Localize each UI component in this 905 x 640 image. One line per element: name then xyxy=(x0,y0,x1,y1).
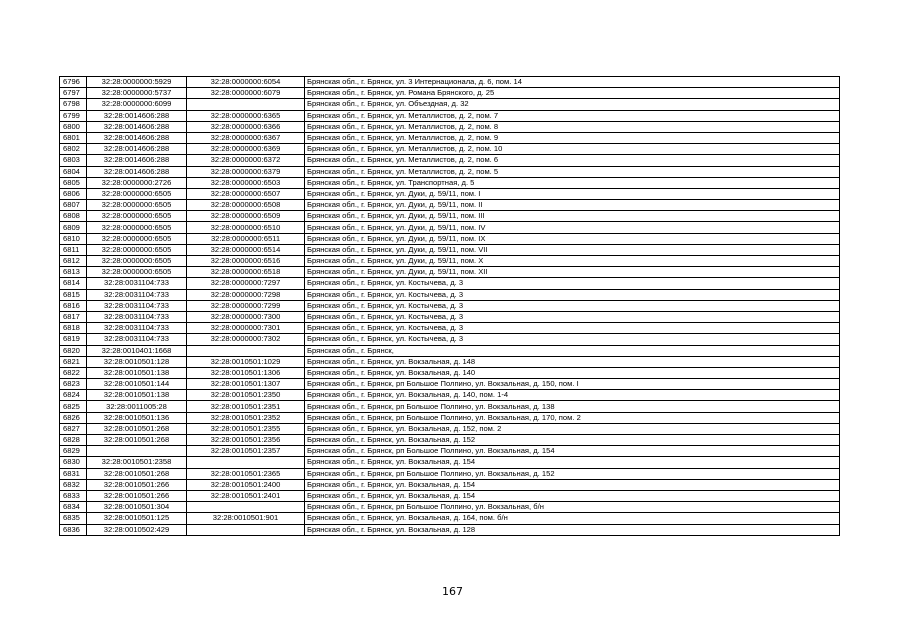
address-cell: Брянская обл., г. Брянск, ул. Романа Брянского, д. 25 xyxy=(305,88,840,99)
object-cadastral-number-cell: 32:28:0000000:6379 xyxy=(187,166,305,177)
address-cell: Брянская обл., г. Брянск, ул. Транспортная, д. 5 xyxy=(305,177,840,188)
table-row xyxy=(60,188,840,199)
row-number-cell: 6804 xyxy=(60,166,87,177)
cadastral-number-cell: 32:28:0000000:2726 xyxy=(87,177,187,188)
address-cell: Брянская обл., г. Брянск, рп Большое Полпино, ул. Вокзальная, д. 150, пом. I xyxy=(305,379,840,390)
cadastral-number-cell: 32:28:0000000:5929 xyxy=(87,77,187,88)
object-cadastral-number-cell: 32:28:0000000:6507 xyxy=(187,188,305,199)
table-row xyxy=(60,502,840,513)
row-number-cell: 6798 xyxy=(60,99,87,110)
cadastral-number-cell: 32:28:0010501:138 xyxy=(87,390,187,401)
cadastral-number-cell: 32:28:0000000:6505 xyxy=(87,233,187,244)
object-cadastral-number-cell: 32:28:0000000:6367 xyxy=(187,132,305,143)
object-cadastral-number-cell: 32:28:0000000:6509 xyxy=(187,211,305,222)
table-row xyxy=(60,356,840,367)
cadastral-number-cell: 32:28:0000000:6505 xyxy=(87,267,187,278)
address-cell: Брянская обл., г. Брянск, ул. Дуки, д. 59/11, пом. III xyxy=(305,211,840,222)
row-number-cell: 6818 xyxy=(60,323,87,334)
cadastral-number-cell: 32:28:0010501:304 xyxy=(87,502,187,513)
object-cadastral-number-cell: 32:28:0000000:6508 xyxy=(187,200,305,211)
address-cell: Брянская обл., г. Брянск, рп Большое Полпино, ул. Вокзальная, д. 152 xyxy=(305,468,840,479)
address-cell: Брянская обл., г. Брянск, xyxy=(305,345,840,356)
cadastral-number-cell: 32:28:0031104:733 xyxy=(87,278,187,289)
table-row xyxy=(60,423,840,434)
cadastral-number-cell: 32:28:0010501:268 xyxy=(87,423,187,434)
cadastral-number-cell: 32:28:0014606:288 xyxy=(87,132,187,143)
table-row xyxy=(60,311,840,322)
address-cell: Брянская обл., г. Брянск, рп Большое Полпино, ул. Вокзальная, д. 138 xyxy=(305,401,840,412)
row-number-cell: 6801 xyxy=(60,132,87,143)
object-cadastral-number-cell: 32:28:0010501:2357 xyxy=(187,446,305,457)
row-number-cell: 6828 xyxy=(60,435,87,446)
row-number-cell: 6796 xyxy=(60,77,87,88)
row-number-cell: 6826 xyxy=(60,412,87,423)
object-cadastral-number-cell xyxy=(187,457,305,468)
table-row xyxy=(60,300,840,311)
table-row xyxy=(60,379,840,390)
cadastral-number-cell: 32:28:0010501:268 xyxy=(87,468,187,479)
object-cadastral-number-cell: 32:28:0010501:2355 xyxy=(187,423,305,434)
cadastral-number-cell: 32:28:0031104:733 xyxy=(87,311,187,322)
row-number-cell: 6834 xyxy=(60,502,87,513)
address-cell: Брянская обл., г. Брянск, ул. Костычева, д. 3 xyxy=(305,289,840,300)
table-row xyxy=(60,233,840,244)
object-cadastral-number-cell: 32:28:0000000:6365 xyxy=(187,110,305,121)
row-number-cell: 6835 xyxy=(60,513,87,524)
row-number-cell: 6811 xyxy=(60,244,87,255)
object-cadastral-number-cell: 32:28:0010501:2401 xyxy=(187,490,305,501)
cadastral-number-cell: 32:28:0031104:733 xyxy=(87,289,187,300)
table-row xyxy=(60,323,840,334)
cadastral-number-cell: 32:28:0000000:6505 xyxy=(87,244,187,255)
cadastral-number-cell: 32:28:0031104:733 xyxy=(87,323,187,334)
row-number-cell: 6803 xyxy=(60,155,87,166)
address-cell: Брянская обл., г. Брянск, ул. Металлистов, д. 2, пом. 5 xyxy=(305,166,840,177)
row-number-cell: 6800 xyxy=(60,121,87,132)
row-number-cell: 6821 xyxy=(60,356,87,367)
table-row xyxy=(60,222,840,233)
row-number-cell: 6829 xyxy=(60,446,87,457)
cadastral-number-cell: 32:28:0000000:6505 xyxy=(87,211,187,222)
object-cadastral-number-cell: 32:28:0010501:2351 xyxy=(187,401,305,412)
row-number-cell: 6813 xyxy=(60,267,87,278)
table-row xyxy=(60,457,840,468)
address-cell: Брянская обл., г. Брянск, ул. Дуки, д. 59/11, пом. XII xyxy=(305,267,840,278)
row-number-cell: 6797 xyxy=(60,88,87,99)
table-row xyxy=(60,446,840,457)
cadastral-number-cell: 32:28:0010501:266 xyxy=(87,490,187,501)
object-cadastral-number-cell: 32:28:0010501:2365 xyxy=(187,468,305,479)
address-cell: Брянская обл., г. Брянск, рп Большое Полпино, ул. Вокзальная, д. 154 xyxy=(305,446,840,457)
row-number-cell: 6810 xyxy=(60,233,87,244)
object-cadastral-number-cell xyxy=(187,345,305,356)
table-row xyxy=(60,468,840,479)
cadastral-number-cell: 32:28:0014606:288 xyxy=(87,121,187,132)
address-cell: Брянская обл., г. Брянск, ул. Металлистов, д. 2, пом. 9 xyxy=(305,132,840,143)
cadastral-number-cell: 32:28:0010501:144 xyxy=(87,379,187,390)
row-number-cell: 6825 xyxy=(60,401,87,412)
cadastral-number-cell: 32:28:0014606:288 xyxy=(87,110,187,121)
address-cell: Брянская обл., г. Брянск, ул. Дуки, д. 59/11, пом. IX xyxy=(305,233,840,244)
object-cadastral-number-cell: 32:28:0010501:901 xyxy=(187,513,305,524)
address-cell: Брянская обл., г. Брянск, ул. Вокзальная, д. 128 xyxy=(305,524,840,535)
table-row xyxy=(60,401,840,412)
address-cell: Брянская обл., г. Брянск, ул. Костычева, д. 3 xyxy=(305,311,840,322)
table-row xyxy=(60,121,840,132)
table-row xyxy=(60,479,840,490)
address-cell: Брянская обл., г. Брянск, ул. Дуки, д. 59/11, пом. I xyxy=(305,188,840,199)
table-row xyxy=(60,289,840,300)
cadastral-number-cell: 32:28:0010401:1668 xyxy=(87,345,187,356)
row-number-cell: 6832 xyxy=(60,479,87,490)
cadastral-number-cell: 32:28:0010501:2358 xyxy=(87,457,187,468)
cadastral-number-cell: 32:28:0010501:266 xyxy=(87,479,187,490)
table-row xyxy=(60,132,840,143)
table-row xyxy=(60,267,840,278)
table-row xyxy=(60,166,840,177)
registry-table-body xyxy=(60,77,840,536)
cadastral-number-cell: 32:28:0000000:6505 xyxy=(87,222,187,233)
address-cell: Брянская обл., г. Брянск, ул. Металлистов, д. 2, пом. 7 xyxy=(305,110,840,121)
object-cadastral-number-cell: 32:28:0000000:7300 xyxy=(187,311,305,322)
table-row xyxy=(60,77,840,88)
cadastral-number-cell: 32:28:0000000:5737 xyxy=(87,88,187,99)
table-row xyxy=(60,435,840,446)
address-cell: Брянская обл., г. Брянск, ул. Вокзальная, д. 148 xyxy=(305,356,840,367)
address-cell: Брянская обл., г. Брянск, ул. Вокзальная, д. 152, пом. 2 xyxy=(305,423,840,434)
address-cell: Брянская обл., г. Брянск, ул. Дуки, д. 59/11, пом. X xyxy=(305,256,840,267)
object-cadastral-number-cell: 32:28:0000000:7297 xyxy=(187,278,305,289)
table-row xyxy=(60,367,840,378)
row-number-cell: 6827 xyxy=(60,423,87,434)
row-number-cell: 6812 xyxy=(60,256,87,267)
row-number-cell: 6802 xyxy=(60,144,87,155)
registry-table xyxy=(59,76,840,536)
object-cadastral-number-cell: 32:28:0010501:1307 xyxy=(187,379,305,390)
object-cadastral-number-cell: 32:28:0000000:6516 xyxy=(187,256,305,267)
table-row xyxy=(60,278,840,289)
row-number-cell: 6830 xyxy=(60,457,87,468)
address-cell: Брянская обл., г. Брянск, ул. Вокзальная, д. 154 xyxy=(305,490,840,501)
cadastral-number-cell: 32:28:0014606:288 xyxy=(87,166,187,177)
cadastral-number-cell: 32:28:0010501:136 xyxy=(87,412,187,423)
row-number-cell: 6799 xyxy=(60,110,87,121)
object-cadastral-number-cell: 32:28:0010501:2356 xyxy=(187,435,305,446)
cadastral-number-cell: 32:28:0014606:288 xyxy=(87,144,187,155)
address-cell: Брянская обл., г. Брянск, ул. Вокзальная, д. 154 xyxy=(305,479,840,490)
table-row xyxy=(60,144,840,155)
cadastral-number-cell: 32:28:0014606:288 xyxy=(87,155,187,166)
table-row xyxy=(60,334,840,345)
cadastral-number-cell xyxy=(87,446,187,457)
cadastral-number-cell: 32:28:0000000:6505 xyxy=(87,188,187,199)
table-row xyxy=(60,524,840,535)
object-cadastral-number-cell: 32:28:0000000:6054 xyxy=(187,77,305,88)
cadastral-number-cell: 32:28:0010502:429 xyxy=(87,524,187,535)
row-number-cell: 6814 xyxy=(60,278,87,289)
row-number-cell: 6819 xyxy=(60,334,87,345)
address-cell: Брянская обл., г. Брянск, ул. Дуки, д. 59/11, пом. IV xyxy=(305,222,840,233)
object-cadastral-number-cell: 32:28:0000000:6503 xyxy=(187,177,305,188)
address-cell: Брянская обл., г. Брянск, ул. Металлистов, д. 2, пом. 6 xyxy=(305,155,840,166)
table-row xyxy=(60,390,840,401)
address-cell: Брянская обл., г. Брянск, ул. Дуки, д. 59/11, пом. II xyxy=(305,200,840,211)
cadastral-number-cell: 32:28:0000000:6099 xyxy=(87,99,187,110)
table-row xyxy=(60,490,840,501)
table-row xyxy=(60,88,840,99)
address-cell: Брянская обл., г. Брянск, ул. Вокзальная, д. 140, пом. 1-4 xyxy=(305,390,840,401)
object-cadastral-number-cell: 32:28:0010501:2352 xyxy=(187,412,305,423)
object-cadastral-number-cell: 32:28:0000000:6514 xyxy=(187,244,305,255)
cadastral-number-cell: 32:28:0000000:6505 xyxy=(87,256,187,267)
address-cell: Брянская обл., г. Брянск, ул. Костычева, д. 3 xyxy=(305,300,840,311)
object-cadastral-number-cell: 32:28:0000000:6372 xyxy=(187,155,305,166)
table-row xyxy=(60,110,840,121)
cadastral-number-cell: 32:28:0031104:733 xyxy=(87,300,187,311)
object-cadastral-number-cell: 32:28:0010501:1306 xyxy=(187,367,305,378)
row-number-cell: 6823 xyxy=(60,379,87,390)
row-number-cell: 6815 xyxy=(60,289,87,300)
table-row xyxy=(60,200,840,211)
row-number-cell: 6820 xyxy=(60,345,87,356)
object-cadastral-number-cell: 32:28:0000000:7298 xyxy=(187,289,305,300)
cadastral-number-cell: 32:28:0010501:125 xyxy=(87,513,187,524)
table-row xyxy=(60,177,840,188)
row-number-cell: 6831 xyxy=(60,468,87,479)
row-number-cell: 6833 xyxy=(60,490,87,501)
address-cell: Брянская обл., г. Брянск, ул. Костычева, д. 3 xyxy=(305,334,840,345)
row-number-cell: 6836 xyxy=(60,524,87,535)
address-cell: Брянская обл., г. Брянск, рп Большое Полпино, ул. Вокзальная, д. 170, пом. 2 xyxy=(305,412,840,423)
address-cell: Брянская обл., г. Брянск, ул. Костычева, д. 3 xyxy=(305,323,840,334)
object-cadastral-number-cell: 32:28:0000000:6369 xyxy=(187,144,305,155)
address-cell: Брянская обл., г. Брянск, ул. Вокзальная, д. 152 xyxy=(305,435,840,446)
row-number-cell: 6824 xyxy=(60,390,87,401)
object-cadastral-number-cell: 32:28:0000000:6511 xyxy=(187,233,305,244)
object-cadastral-number-cell: 32:28:0000000:6518 xyxy=(187,267,305,278)
cadastral-number-cell: 32:28:0010501:128 xyxy=(87,356,187,367)
table-row xyxy=(60,513,840,524)
object-cadastral-number-cell: 32:28:0000000:7301 xyxy=(187,323,305,334)
address-cell: Брянская обл., г. Брянск, ул. Костычева, д. 3 xyxy=(305,278,840,289)
row-number-cell: 6807 xyxy=(60,200,87,211)
table-row xyxy=(60,99,840,110)
object-cadastral-number-cell xyxy=(187,524,305,535)
object-cadastral-number-cell: 32:28:0010501:2350 xyxy=(187,390,305,401)
object-cadastral-number-cell xyxy=(187,502,305,513)
object-cadastral-number-cell: 32:28:0000000:6366 xyxy=(187,121,305,132)
row-number-cell: 6806 xyxy=(60,188,87,199)
address-cell: Брянская обл., г. Брянск, ул. Вокзальная, д. 140 xyxy=(305,367,840,378)
object-cadastral-number-cell: 32:28:0000000:7302 xyxy=(187,334,305,345)
address-cell: Брянская обл., г. Брянск, рп Большое Полпино, ул. Вокзальная, б/н xyxy=(305,502,840,513)
object-cadastral-number-cell: 32:28:0000000:6510 xyxy=(187,222,305,233)
cadastral-number-cell: 32:28:0010501:138 xyxy=(87,367,187,378)
row-number-cell: 6822 xyxy=(60,367,87,378)
table-row xyxy=(60,211,840,222)
cadastral-number-cell: 32:28:0031104:733 xyxy=(87,334,187,345)
object-cadastral-number-cell: 32:28:0010501:1029 xyxy=(187,356,305,367)
table-row xyxy=(60,412,840,423)
table-row xyxy=(60,345,840,356)
cadastral-number-cell: 32:28:0010501:268 xyxy=(87,435,187,446)
row-number-cell: 6809 xyxy=(60,222,87,233)
object-cadastral-number-cell: 32:28:0000000:6079 xyxy=(187,88,305,99)
row-number-cell: 6816 xyxy=(60,300,87,311)
table-row xyxy=(60,155,840,166)
address-cell: Брянская обл., г. Брянск, ул. Металлистов, д. 2, пом. 8 xyxy=(305,121,840,132)
table-row xyxy=(60,256,840,267)
address-cell: Брянская обл., г. Брянск, ул. Металлистов, д. 2, пом. 10 xyxy=(305,144,840,155)
cadastral-number-cell: 32:28:0011005:28 xyxy=(87,401,187,412)
row-number-cell: 6808 xyxy=(60,211,87,222)
object-cadastral-number-cell: 32:28:0010501:2400 xyxy=(187,479,305,490)
object-cadastral-number-cell xyxy=(187,99,305,110)
address-cell: Брянская обл., г. Брянск, ул. Объездная, д. 32 xyxy=(305,99,840,110)
object-cadastral-number-cell: 32:28:0000000:7299 xyxy=(187,300,305,311)
row-number-cell: 6805 xyxy=(60,177,87,188)
row-number-cell: 6817 xyxy=(60,311,87,322)
table-row xyxy=(60,244,840,255)
address-cell: Брянская обл., г. Брянск, ул. 3 Интернационала, д. 6, пом. 14 xyxy=(305,77,840,88)
address-cell: Брянская обл., г. Брянск, ул. Вокзальная, д. 164, пом. б/н xyxy=(305,513,840,524)
address-cell: Брянская обл., г. Брянск, ул. Дуки, д. 59/11, пом. VII xyxy=(305,244,840,255)
cadastral-number-cell: 32:28:0000000:6505 xyxy=(87,200,187,211)
page-number: 167 xyxy=(442,585,463,598)
address-cell: Брянская обл., г. Брянск, ул. Вокзальная, д. 154 xyxy=(305,457,840,468)
